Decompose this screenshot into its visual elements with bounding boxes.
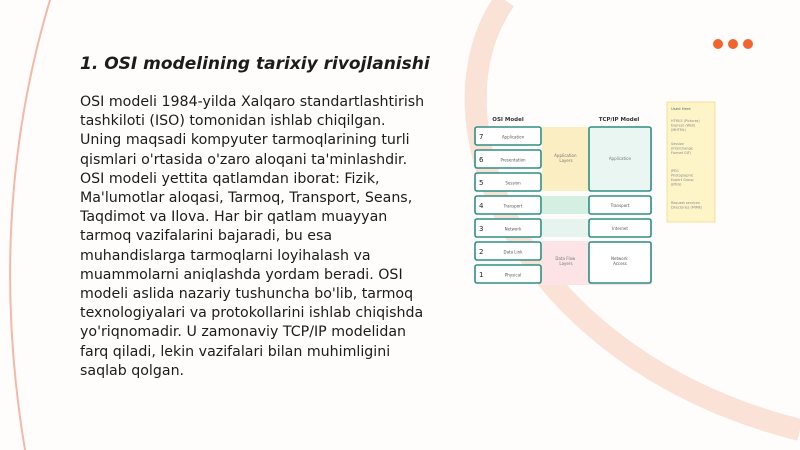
slide-body-text: OSI modeli 1984-yilda Xalqaro standartlashtirish tashkiloti (ISO) tomonidan ishlab chiqilgan. Uning maqsadi kompyuter tarmoqlarining turli qismlari o'rtasida o'zaro aloqani ta'minlashdir. OSI modeli yettita qatlamdan iborat: Fizik, Ma'lumotlar aloqasi, Tarmoq, Transport, Seans, Taqdimot va Ilova. Har bir qatlam muayyan tarmoq vazifalarini bajaradi, bu esa muhandislarga tarmoqlarni loyihalash va muammolarni aniqlashda yordam beradi. OSI modeli aslida nazariy tushuncha bo'lib, tarmoq texnologiyalari va protokollarini ishlab chiqishda yo'riqnomadir. U zamonaviy TCP/IP modelidan farq qiladi, lekin vazifalari bilan muhimligini saqlab qolgan. [80, 94, 425, 379]
osi-layer-label: Transport [503, 203, 523, 209]
osi-layer [475, 173, 541, 191]
notes-item: HTML5 (Pictures) Express (Web) (MHTML) [671, 119, 700, 132]
osi-layer-number: 5 [479, 179, 484, 187]
svg-text:Transport: Transport [610, 203, 630, 208]
osi-model-header: OSI Model [492, 117, 524, 123]
data-flow-layers-group-label: Data Flow Layers [555, 256, 576, 266]
osi-layer-number: 3 [479, 225, 484, 233]
osi-layer-label: Data Link [503, 249, 523, 255]
tcp-layer-application [589, 127, 651, 191]
dot-icon [728, 39, 738, 49]
osi-layer [475, 196, 541, 214]
osi-layer-number: 6 [479, 156, 484, 164]
tcp-layer-internet [589, 219, 651, 237]
notes-item: Session (Interchange Format GIF) [671, 142, 693, 155]
osi-layer-number: 4 [479, 202, 484, 210]
menu-dots-icon [713, 39, 753, 49]
osi-layer [475, 127, 541, 145]
osi-layer-number: 1 [479, 271, 484, 279]
protocols-notes-panel [667, 102, 715, 222]
tcp-model-header: TCP/IP Model [598, 117, 640, 123]
osi-layer-label: Presentation [500, 157, 526, 163]
osi-layer-label: Physical [504, 272, 522, 278]
slide-title: 1. OSI modelining tarixiy rivojlanishi [80, 54, 430, 74]
osi-layer-label: Application [501, 134, 525, 140]
osi-layer [475, 150, 541, 168]
osi-layer-label: Network [504, 226, 522, 232]
osi-layer [475, 219, 541, 237]
osi-layer-number: 7 [479, 133, 484, 141]
tcp-layer-network-access [589, 242, 651, 283]
osi-layer [475, 242, 541, 260]
notes-title: Used Here [671, 106, 691, 111]
svg-text:Internet: Internet [612, 226, 628, 231]
notes-item: JPEG Photographic Expert Group (JPEG) [671, 169, 694, 187]
osi-layer-number: 2 [479, 248, 484, 256]
tcp-layer-transport [589, 196, 651, 214]
dot-icon [713, 39, 723, 49]
osi-layer [475, 265, 541, 283]
dot-icon [743, 39, 753, 49]
application-layers-group-label: Application Layers [554, 153, 577, 163]
osi-tcpip-diagram [470, 100, 800, 290]
osi-layer-label: Session [505, 180, 521, 186]
svg-text:Application: Application [608, 156, 632, 161]
svg-text:Network Access: Network Access [611, 256, 628, 266]
notes-item: Request services Directories (MIME) [671, 201, 703, 210]
